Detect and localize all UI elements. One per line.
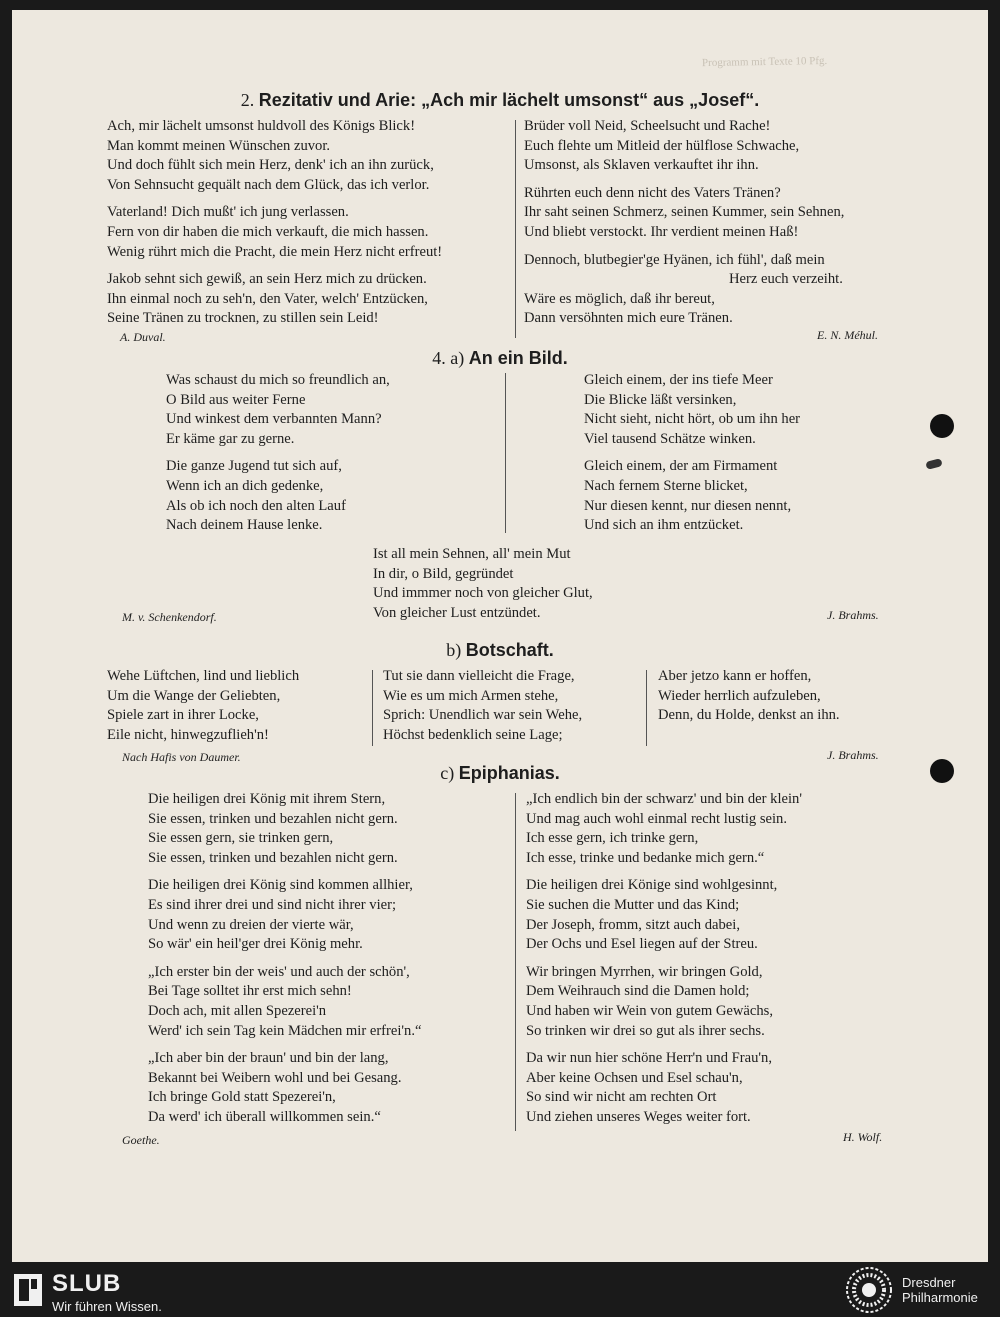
- verse-line: Sie essen, trinken und bezahlen nicht gern.: [148, 849, 398, 866]
- slub-logo-icon: [12, 1272, 44, 1308]
- footer-bar: [0, 1262, 1000, 1317]
- stanza: [107, 667, 299, 745]
- stanza: [526, 1049, 802, 1127]
- stanza: [524, 184, 844, 243]
- dresdner-philharmonie-name: Dresdner Philharmonie: [902, 1275, 978, 1305]
- verse-line: Da wir nun hier schöne Herr'n und Frau'n,: [526, 1050, 772, 1067]
- verse-line: Aber jetzo kann er hoffen,: [658, 668, 812, 684]
- verse-line: Er käme gar zu gerne.: [166, 430, 295, 447]
- section-4b-column-1: [107, 667, 299, 745]
- verse-line: Und doch fühlt sich mein Herz, denk' ich an ihn zurück,: [107, 157, 434, 174]
- verse-line: Wäre es möglich, daß ihr bereut,: [524, 290, 715, 307]
- verse-line: Sie essen, trinken und bezahlen nicht gern.: [148, 810, 398, 827]
- stanza: [526, 876, 802, 954]
- verse-line: Sie suchen die Mutter und das Kind;: [526, 896, 740, 913]
- verse-line: Der Ochs und Esel liegen auf der Streu.: [526, 936, 758, 953]
- verse-line: Herz euch verzeiht.: [729, 271, 843, 288]
- stanza: [148, 790, 421, 868]
- verse-line: Dem Weihrauch sind die Damen hold;: [526, 983, 750, 1000]
- verse-line: Und immmer noch von gleicher Glut,: [373, 585, 593, 602]
- stanza: [658, 667, 840, 726]
- verse-line: „Ich aber bin der braun' und bin der lang,: [148, 1050, 389, 1067]
- document-page: [12, 10, 988, 1262]
- verse-line: Jakob sehnt sich gewiß, an sein Herz mich zu drücken.: [107, 271, 427, 288]
- verse-line: Und mag auch wohl einmal recht lustig sein.: [526, 810, 788, 827]
- section-4a-author: M. v. Schenkendorf.: [122, 610, 217, 624]
- verse-line: Euch flehte um Mitleid der hülflose Schwache,: [524, 137, 800, 154]
- section-4b-composer: J. Brahms.: [827, 748, 879, 762]
- section-4b-column-3: [658, 667, 840, 726]
- column-divider: [372, 670, 373, 746]
- verse-line: „Ich endlich bin der schwarz' und bin der klein': [526, 791, 802, 807]
- verse-line: Gleich einem, der ins tiefe Meer: [584, 372, 773, 388]
- verse-line: Ihn einmal noch zu seh'n, den Vater, welch' Entzücken,: [107, 290, 428, 307]
- section-4c-author: Goethe.: [122, 1133, 160, 1147]
- verse-line: Wenig rührt mich die Pracht, die mein Herz nicht erfreut!: [107, 243, 443, 260]
- section-4a-left-column: [166, 371, 390, 536]
- stanza: [373, 545, 593, 623]
- verse-line: Aber keine Ochsen und Esel schau'n,: [526, 1069, 743, 1086]
- verse-line: Bei Tage solltet ihr erst mich sehn!: [148, 983, 352, 1000]
- verse-line: Spiele zart in ihrer Locke,: [107, 707, 259, 724]
- verse-line: Nur diesen kennt, nur diesen nennt,: [584, 497, 792, 514]
- verse-line: In dir, o Bild, gegründet: [373, 565, 514, 582]
- verse-line: Nicht sieht, nicht hört, ob um ihn her: [584, 411, 801, 428]
- section-2-title: 2. Rezitativ und Arie: „Ach mir lächelt umsonst“ aus „Josef“.: [240, 90, 760, 110]
- verse-line: So wär' ein heil'ger drei König mehr.: [148, 936, 363, 953]
- stanza: [107, 117, 442, 195]
- verse-line: „Ich erster bin der weis' und auch der schön',: [148, 963, 410, 980]
- verse-line: Wehe Lüftchen, lind und lieblich: [107, 668, 300, 684]
- verse-line: Und wenn zu dreien der vierte wär,: [148, 916, 354, 933]
- verse-line: Brüder voll Neid, Scheelsucht und Rache!: [524, 118, 771, 134]
- section-4a-right-column: [584, 371, 800, 536]
- verse-line: Dennoch, blutbegier'ge Hyänen, ich fühl', daß mein: [524, 251, 825, 268]
- verse-line: Die Blicke läßt versinken,: [584, 391, 737, 408]
- stanza: [524, 251, 844, 329]
- stanza: [148, 1049, 421, 1127]
- section-4b-author: Nach Hafis von Daumer.: [122, 750, 241, 764]
- verse-line: Umsonst, als Sklaven verkauftet ihr ihn.: [524, 157, 759, 174]
- verse-line: Ich bringe Gold statt Spezerei'n,: [148, 1089, 336, 1106]
- verse-line: Bekannt bei Weibern wohl und bei Gesang.: [148, 1069, 402, 1086]
- verse-line: So trinken wir drei so gut als ihrer sechs.: [526, 1022, 765, 1039]
- verse-line: Tut sie dann vielleicht die Frage,: [383, 668, 575, 684]
- faint-header-text: Programm mit Texte 10 Pfg.: [701, 54, 828, 70]
- verse-line: Eile nicht, hinwegzuflieh'n!: [107, 726, 269, 743]
- verse-line: Die ganze Jugend tut sich auf,: [166, 458, 342, 475]
- verse-line: Die heiligen drei König mit ihrem Stern,: [148, 791, 386, 807]
- column-divider: [515, 120, 516, 338]
- stanza: [524, 117, 844, 176]
- verse-line: Nach fernem Sterne blicket,: [584, 477, 748, 494]
- verse-line: Vaterland! Dich mußt' ich jung verlassen.: [107, 204, 349, 221]
- punch-hole: [930, 759, 954, 783]
- verse-line: Und haben wir Wein von gutem Gewächs,: [526, 1002, 773, 1019]
- verse-line: Und bliebt verstockt. Ihr verdient meinen Haß!: [524, 223, 799, 240]
- verse-line: Wie es um mich Armen stehe,: [383, 687, 559, 704]
- stanza: [107, 270, 442, 329]
- column-divider: [646, 670, 647, 746]
- section-4a-center-stanza: [373, 545, 593, 623]
- stanza: [526, 790, 802, 868]
- verse-line: Gleich einem, der am Firmament: [584, 458, 778, 475]
- stanza: [107, 203, 442, 262]
- stanza: [584, 457, 800, 535]
- verse-line: Sie essen gern, sie trinken gern,: [148, 830, 334, 847]
- verse-line: Seine Tränen zu trocknen, zu stillen sein Leid!: [107, 310, 379, 327]
- section-4c-title: c) Epiphanias.: [440, 763, 560, 783]
- dresdner-philharmonie-logo-icon: [845, 1266, 893, 1314]
- verse-line: Werd' ich sein Tag kein Mädchen mir erfrei'n.“: [148, 1022, 422, 1039]
- slub-name: SLUB: [52, 1270, 122, 1297]
- verse-line: Nach deinem Hause lenke.: [166, 517, 323, 534]
- stanza: [166, 457, 390, 535]
- section-2-right-column: [524, 117, 844, 329]
- verse-line: Und winkest dem verbannten Mann?: [166, 411, 382, 428]
- verse-line: Da werd' ich überall willkommen sein.“: [148, 1108, 381, 1125]
- verse-line: Und ziehen unseres Weges weiter fort.: [526, 1108, 751, 1125]
- verse-line: Ach, mir lächelt umsonst huldvoll des Königs Blick!: [107, 118, 416, 134]
- verse-line: Fern von dir haben die mich verkauft, die mich hassen.: [107, 223, 429, 240]
- section-4a-title: 4. a) An ein Bild.: [432, 348, 568, 368]
- section-4a-composer: J. Brahms.: [827, 608, 879, 622]
- verse-line: Wir bringen Myrrhen, wir bringen Gold,: [526, 963, 763, 980]
- stanza: [166, 371, 390, 449]
- column-divider: [515, 793, 516, 1131]
- verse-line: Wieder herrlich aufzuleben,: [658, 687, 821, 704]
- section-2-author: A. Duval.: [120, 330, 166, 344]
- verse-line: Dann versöhnten mich eure Tränen.: [524, 310, 733, 327]
- section-4b-column-2: [383, 667, 582, 745]
- stanza: [148, 963, 421, 1041]
- verse-line: Die heiligen drei König sind kommen allhier,: [148, 877, 413, 894]
- verse-line: Höchst bedenklich seine Lage;: [383, 726, 563, 743]
- verse-line: Viel tausend Schätze winken.: [584, 430, 756, 447]
- section-2-left-column: [107, 117, 442, 329]
- column-divider: [505, 373, 506, 533]
- verse-line: Sprich: Unendlich war sein Wehe,: [383, 707, 583, 724]
- section-2-composer: E. N. Méhul.: [817, 328, 878, 342]
- verse-line: Es sind ihrer drei und sind nicht ihrer vier;: [148, 896, 397, 913]
- verse-line: Doch ach, mit allen Spezerei'n: [148, 1002, 327, 1019]
- verse-line: Und sich an ihm entzücket.: [584, 517, 744, 534]
- paper-tear-mark: [925, 458, 943, 470]
- verse-line: Als ob ich noch den alten Lauf: [166, 497, 346, 514]
- verse-line: Ihr saht seinen Schmerz, seinen Kummer, sein Sehnen,: [524, 204, 845, 221]
- stanza: [383, 667, 582, 745]
- slub-tagline: Wir führen Wissen.: [52, 1299, 162, 1314]
- verse-line: Der Joseph, fromm, sitzt auch dabei,: [526, 916, 740, 933]
- section-4c-right-column: [526, 790, 802, 1128]
- verse-line: Um die Wange der Geliebten,: [107, 687, 281, 704]
- verse-line: Man kommt meinen Wünschen zuvor.: [107, 137, 331, 154]
- verse-line: Von Sehnsucht gequält nach dem Glück, das ich verlor.: [107, 176, 430, 193]
- verse-line: Die heiligen drei Könige sind wohlgesinnt,: [526, 877, 778, 894]
- verse-line: So sind wir nicht am rechten Ort: [526, 1089, 717, 1106]
- verse-line: Ich esse gern, ich trinke gern,: [526, 830, 699, 847]
- verse-line: Ich esse, trinke und bedanke mich gern.“: [526, 849, 765, 866]
- verse-line: Von gleicher Lust entzündet.: [373, 604, 541, 621]
- verse-line: O Bild aus weiter Ferne: [166, 391, 306, 408]
- section-4b-title: b) Botschaft.: [446, 640, 554, 660]
- verse-line: Ist all mein Sehnen, all' mein Mut: [373, 546, 571, 562]
- verse-line: Rührten euch denn nicht des Vaters Tränen?: [524, 184, 781, 201]
- verse-line: Wenn ich an dich gedenke,: [166, 477, 324, 494]
- verse-line: Denn, du Holde, denkst an ihn.: [658, 707, 840, 724]
- section-4c-left-column: [148, 790, 421, 1128]
- section-4c-composer: H. Wolf.: [843, 1130, 883, 1144]
- verse-line: Was schaust du mich so freundlich an,: [166, 372, 390, 388]
- stanza: [148, 876, 421, 954]
- stanza: [584, 371, 800, 449]
- punch-hole: [930, 414, 954, 438]
- stanza: [526, 963, 802, 1041]
